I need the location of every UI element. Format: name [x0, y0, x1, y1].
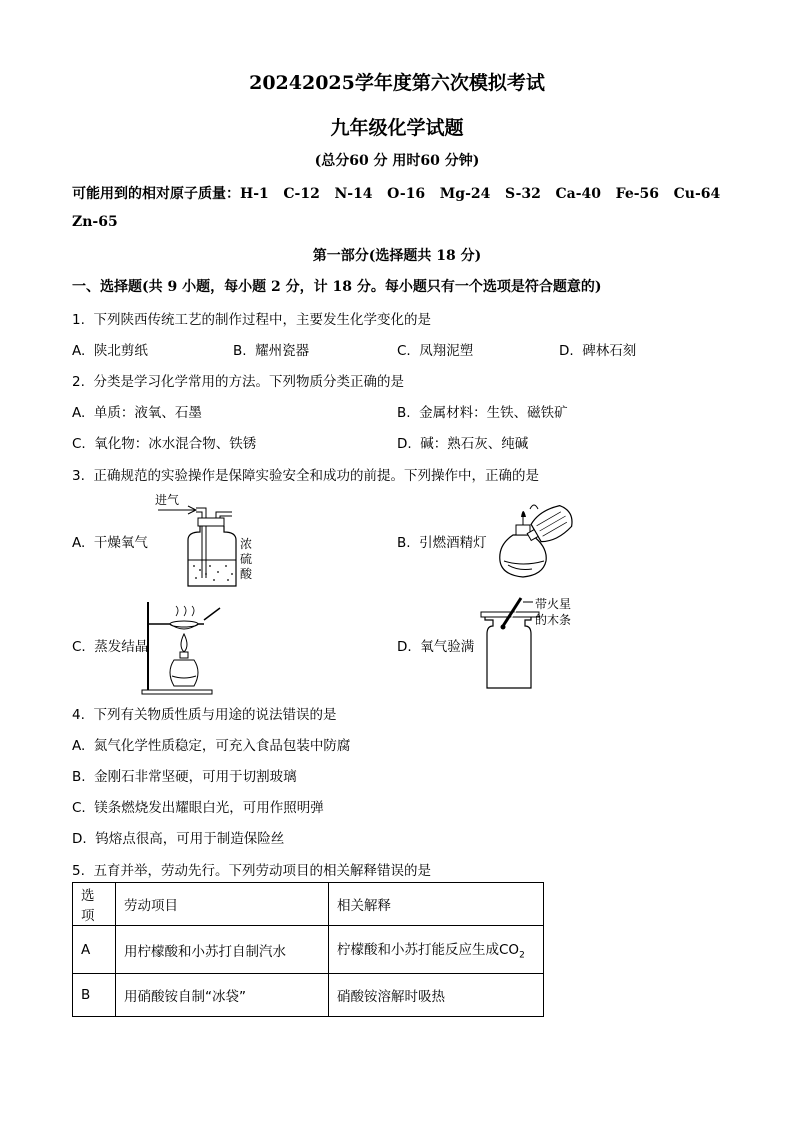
table-header-row — [73, 883, 544, 926]
gas-drying-bottle-figure — [150, 490, 260, 590]
q4-option-c[interactable]: C. 镁条燃烧发出耀眼白光，可用作照明弹 — [72, 800, 324, 816]
q4-option-a[interactable]: A. 氮气化学性质稳定，可充入食品包装中防腐 — [72, 738, 351, 754]
table-cell: 硝酸铵溶解时吸热 — [329, 974, 544, 1017]
splint-label-1: 带火星 — [535, 597, 572, 611]
labor-table — [72, 882, 544, 1017]
part-heading: 第一部分(选择题共 18 分) — [312, 248, 482, 264]
table-header-cell: 相关解释 — [329, 883, 544, 926]
alcohol-lamp-figure — [488, 495, 583, 590]
explanation-text: 柠檬酸和小苏打能反应生成CO — [337, 942, 520, 959]
question-2-stem: 2. 分类是学习化学常用的方法。下列物质分类正确的是 — [72, 374, 404, 390]
splint-label-2: 的木条 — [535, 613, 572, 627]
evaporation-figure — [140, 600, 230, 695]
table-header-cell: 劳动项目 — [116, 883, 329, 926]
section-title: 一、选择题(共 9 小题，每小题 2 分，计 18 分。每小题只有一个选项是符合题意的) — [72, 279, 602, 295]
q1-option-b[interactable]: B. 耀州瓷器 — [233, 343, 310, 359]
table-cell: 用柠檬酸和小苏打自制汽水 — [116, 926, 329, 974]
table-header-cell: 选项 — [73, 883, 116, 926]
q3-option-c[interactable]: C. 蒸发结晶 — [72, 639, 149, 655]
table-cell — [329, 926, 544, 974]
question-5-stem: 5. 五育并举，劳动先行。下列劳动项目的相关解释错误的是 — [72, 863, 431, 879]
acid-label-2: 硫 — [240, 552, 253, 566]
q2-option-d[interactable]: D. 碱：熟石灰、纯碱 — [397, 436, 529, 452]
table-cell: 用硝酸铵自制“冰袋” — [116, 974, 329, 1017]
table-row — [73, 974, 544, 1017]
q4-option-b[interactable]: B. 金刚石非常坚硬，可用于切割玻璃 — [72, 769, 297, 785]
atomic-mass-line-2: Zn-65 — [72, 214, 118, 230]
q1-option-a[interactable]: A. 陕北剪纸 — [72, 343, 148, 359]
exam-subtitle: 九年级化学试题 — [330, 117, 464, 139]
q3-option-b[interactable]: B. 引燃酒精灯 — [397, 535, 487, 551]
question-3-stem: 3. 正确规范的实验操作是保障实验安全和成功的前提。下列操作中，正确的是 — [72, 468, 539, 484]
table-row — [73, 926, 544, 974]
score-time: (总分60 分 用时60 分钟) — [314, 153, 480, 169]
exam-title: 20242025学年度第六次模拟考试 — [249, 72, 545, 94]
table-cell: A — [73, 926, 116, 974]
q2-option-a[interactable]: A. 单质：液氧、石墨 — [72, 405, 202, 421]
table-cell: B — [73, 974, 116, 1017]
question-1-stem: 1. 下列陕西传统工艺的制作过程中，主要发生化学变化的是 — [72, 312, 431, 328]
acid-label-3: 酸 — [240, 567, 253, 581]
q2-option-c[interactable]: C. 氧化物：冰水混合物、铁锈 — [72, 436, 257, 452]
acid-label-1: 浓 — [240, 537, 253, 551]
q3-option-d[interactable]: D. 氧气验满 — [397, 639, 475, 655]
q2-option-b[interactable]: B. 金属材料：生铁、磁铁矿 — [397, 405, 568, 421]
gas-in-label: 进气 — [155, 493, 180, 507]
q4-option-d[interactable]: D. 钨熔点很高，可用于制造保险丝 — [72, 831, 285, 847]
q1-option-c[interactable]: C. 凤翔泥塑 — [397, 343, 474, 359]
subscript: 2 — [519, 950, 525, 961]
question-4-stem: 4. 下列有关物质性质与用途的说法错误的是 — [72, 707, 337, 723]
oxygen-test-figure — [475, 596, 620, 694]
q1-option-d[interactable]: D. 碑林石刻 — [559, 343, 637, 359]
q3-option-a[interactable]: A. 干燥氧气 — [72, 535, 148, 551]
atomic-mass-line-1: 可能用到的相对原子质量：H-1 C-12 N-14 O-16 Mg-24 S-32 Ca-40 Fe-56 Cu-64 — [72, 186, 721, 202]
